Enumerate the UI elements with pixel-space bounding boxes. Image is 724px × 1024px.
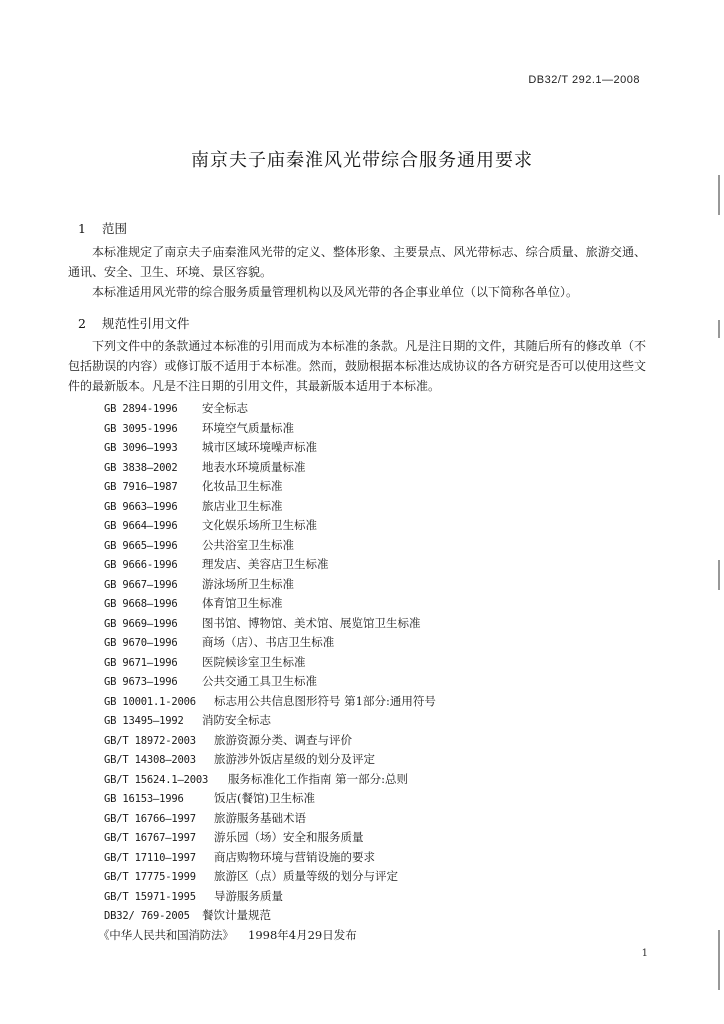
reference-title: 游乐园（场）安全和服务质量 (214, 830, 364, 844)
reference-code: 《中华人民共和国消防法》 (98, 927, 234, 942)
reference-code: GB 9671—1996 (104, 656, 178, 669)
reference-code: GB 16153—1996 (104, 793, 184, 805)
reference-code: GB 9669—1996 (104, 617, 178, 630)
reference-title: 消防安全标志 (202, 713, 271, 727)
reference-code: GB 2894-1996 (104, 403, 178, 415)
reference-title: 图书馆、博物馆、美术馆、展览馆卫生标准 (202, 615, 421, 630)
reference-code: GB/T 16766—1997 (104, 812, 196, 825)
reference-code: GB 9663—1996 (104, 500, 178, 513)
reference-code: GB/T 18972-2003 (104, 734, 196, 747)
reference-code: GB 3838—2002 (104, 461, 178, 474)
reference-title: 游泳场所卫生标准 (202, 576, 294, 591)
reference-code: GB 7916—1987 (104, 481, 178, 493)
page-number: 1 (641, 948, 648, 959)
reference-code: GB 9666-1996 (104, 559, 178, 571)
reference-code: GB 13495—1992 (104, 715, 184, 727)
reference-item (104, 692, 664, 712)
reference-item (104, 770, 664, 790)
references-intro-paragraph: 下列文件中的条款通过本标准的引用而成为本标准的条款。凡是注日期的文件，其随后所有的修改单（不包括勘误的内容）或修订版不适用于本标准。然而，鼓励根据本标准达成协议的各方研究是否可以使用这些文件的最新版本。凡是不注日期的引用文件，其最新版本适用于本标准。 (68, 339, 646, 393)
reference-title: 城市区域环境噪声标准 (202, 440, 317, 454)
reference-code: GB 9673—1996 (104, 676, 178, 688)
reference-item (104, 711, 664, 731)
reference-code: GB/T 14308—2003 (104, 754, 196, 766)
reference-item (98, 926, 664, 946)
reference-title: 公共交通工具卫生标准 (202, 674, 317, 688)
document-code: DB32/T 292.1—2008 (528, 74, 640, 86)
reference-title: 餐饮计量规范 (202, 908, 271, 922)
reference-item (104, 419, 664, 439)
scan-edge-mark (718, 175, 720, 215)
reference-code: GB/T 17110—1997 (104, 851, 196, 864)
reference-item (104, 672, 664, 692)
section-heading-references (78, 314, 190, 332)
section-title: 范围 (102, 221, 128, 236)
reference-item (104, 828, 664, 848)
reference-title: 化妆品卫生标准 (202, 479, 283, 493)
reference-item (104, 438, 664, 458)
reference-item (104, 575, 664, 595)
reference-title: 旅游涉外饭店星级的划分及评定 (214, 752, 375, 766)
reference-title: 旅游资源分类、调查与评价 (214, 732, 352, 747)
scan-edge-mark (718, 320, 720, 338)
reference-title: 导游服务质量 (214, 888, 283, 903)
reference-item (104, 497, 664, 517)
scan-edge-mark (718, 560, 720, 590)
reference-code: GB 3096—1993 (104, 442, 178, 454)
reference-item (104, 399, 664, 419)
reference-item (104, 477, 664, 497)
document-title: 南京夫子庙秦淮风光带综合服务通用要求 (191, 150, 533, 171)
reference-title: 旅游区（点）质量等级的划分与评定 (214, 869, 398, 883)
reference-title: 饭店(餐馆)卫生标准 (214, 791, 315, 805)
reference-title: 旅游服务基础术语 (214, 810, 306, 825)
reference-item (104, 614, 664, 634)
reference-title: 服务标准化工作指南 第一部分:总则 (228, 771, 409, 786)
reference-title: 商场（店）、书店卫生标准 (202, 635, 335, 649)
reference-code: GB/T 15971-1995 (104, 890, 196, 903)
scan-edge-mark (718, 930, 720, 990)
reference-item (104, 633, 664, 653)
reference-item (104, 867, 664, 887)
section-title: 规范性引用文件 (102, 316, 190, 331)
reference-item (104, 653, 664, 673)
reference-code: GB 10001.1-2006 (104, 695, 196, 708)
reference-item (104, 848, 664, 868)
reference-code: GB/T 15624.1—2003 (104, 773, 209, 786)
reference-code: GB 9664—1996 (104, 520, 178, 532)
reference-item (104, 809, 664, 829)
reference-title: 安全标志 (202, 401, 248, 415)
reference-title: 体育馆卫生标准 (202, 596, 283, 610)
reference-title: 公共浴室卫生标准 (202, 537, 294, 552)
section-number: 1 (78, 221, 86, 236)
reference-code: GB/T 17775-1999 (104, 871, 196, 883)
reference-item (104, 536, 664, 556)
reference-item (104, 906, 664, 926)
reference-item (104, 750, 664, 770)
scope-paragraph-1: 本标准规定了南京夫子庙秦淮风光带的定义、整体形象、主要景点、风光带标志、综合质量、旅游交通、通讯、安全、卫生、环境、景区容貌。 (68, 245, 646, 279)
normative-references-list (98, 399, 664, 945)
reference-code: GB 9668—1996 (104, 598, 178, 610)
reference-code: DB32/ 769-2005 (104, 910, 190, 922)
reference-code: GB 9670—1996 (104, 637, 178, 649)
reference-item (104, 555, 664, 575)
reference-title: 环境空气质量标准 (202, 420, 294, 435)
section-heading-scope (78, 219, 127, 237)
reference-title: 旅店业卫生标准 (202, 498, 283, 513)
reference-title: 1998年4月29日发布 (248, 927, 357, 942)
section-number: 2 (78, 316, 86, 331)
reference-code: GB/T 16767—1997 (104, 832, 196, 844)
reference-code: GB 9667—1996 (104, 578, 178, 591)
reference-code: GB 3095-1996 (104, 422, 178, 435)
reference-title: 理发店、美容店卫生标准 (202, 557, 329, 571)
reference-item (104, 887, 664, 907)
reference-item (104, 594, 664, 614)
reference-item (104, 789, 664, 809)
scope-paragraph-2: 本标准适用风光带的综合服务质量管理机构以及风光带的各企事业单位（以下简称各单位）。 (92, 285, 579, 299)
reference-title: 文化娱乐场所卫生标准 (202, 518, 317, 532)
reference-item (104, 458, 664, 478)
reference-title: 地表水环境质量标准 (202, 459, 306, 474)
reference-item (104, 731, 664, 751)
reference-title: 标志用公共信息图形符号 第1部分:通用符号 (214, 693, 436, 708)
reference-code: GB 9665—1996 (104, 539, 178, 552)
reference-item (104, 516, 664, 536)
reference-title: 商店购物环境与营销设施的要求 (214, 849, 375, 864)
reference-title: 医院候诊室卫生标准 (202, 654, 306, 669)
